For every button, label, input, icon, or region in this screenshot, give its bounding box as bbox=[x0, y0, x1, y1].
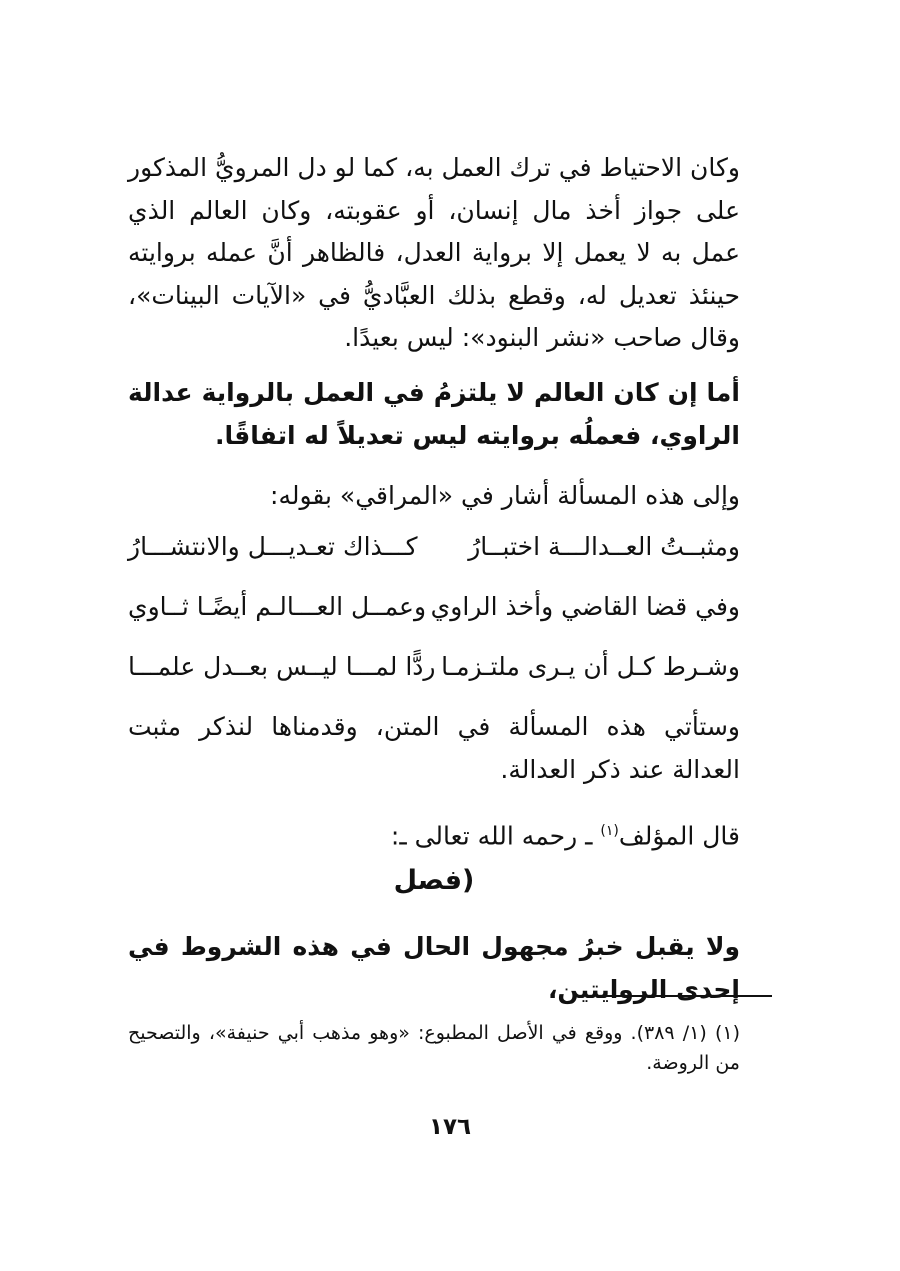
paragraph-evidence: وكان الاحتياط في ترك العمل به، كما لو دل المرويُّ المذكور على جواز أخذ مال إنسان، أو عقوبته، وكان العالم الذي عمل به لا يعمل إلا برواية العدل، فالظاهر أنَّ عمله بروايته حينئذ تعديل له، وقطع بذلك العبَّاديُّ في «الآيات البينات»، وقال صاحب «نشر البنود»: ليس بعيدًا. bbox=[128, 153, 740, 352]
verse-hemistich-first: ومثبــتُ العــدالـــة اختبــارُ bbox=[468, 532, 740, 561]
verse-line bbox=[128, 532, 740, 590]
page-number: ١٧٦ bbox=[428, 1114, 472, 1140]
author-said-text: قال المؤلف bbox=[618, 821, 740, 851]
verse-hemistich-second: ردًّا لمـــا ليــس بعــدل علمـــا bbox=[128, 652, 436, 681]
verse-line bbox=[128, 592, 740, 650]
paragraph-author-said bbox=[128, 810, 740, 858]
paragraph-scholar-condition: أما إن كان العالم لا يلتزمُ في العمل بالرواية عدالة الراوي، فعملُه بروايته ليس تعديلاً له اتفاقًا. bbox=[128, 378, 740, 450]
footnote-marker: (١) bbox=[600, 823, 619, 839]
footnote-separator bbox=[596, 995, 772, 997]
footnote: (١) (١/ ٣٨٩). ووقع في الأصل المطبوع: «وهو مذهب أبي حنيفة»، والتصحيح من الروضة. bbox=[128, 1022, 741, 1074]
verse-hemistich-second: كـــذاك تعـديـــل والانتشـــارُ bbox=[128, 532, 418, 561]
section-heading: (فصل bbox=[393, 865, 475, 896]
paragraph-upcoming-issue: وستأتي هذه المسألة في المتن، وقدمناها لنذكر مثبت العدالة عند ذكر العدالة. bbox=[128, 712, 740, 784]
paragraph-unknown-narrator: ولا يقبل خبرُ مجهول الحال في هذه الشروط في إحدى الروايتين، bbox=[128, 932, 740, 1004]
verse-line bbox=[128, 652, 740, 710]
author-said-tail: ـ رحمه الله تعالى ـ: bbox=[390, 821, 593, 851]
paragraph-maraqi-intro: وإلى هذه المسألة أشار في «المراقي» بقوله: bbox=[270, 481, 740, 510]
verse-hemistich-second: وعمــل العـــالـم أيضًـا ثــاوي bbox=[128, 592, 427, 621]
verse-hemistich-first: وفي قضا القاضي وأخذ الراوي bbox=[430, 592, 740, 621]
verse-hemistich-first: وشـرط كـل أن يـرى ملتـزمـا bbox=[441, 652, 740, 681]
